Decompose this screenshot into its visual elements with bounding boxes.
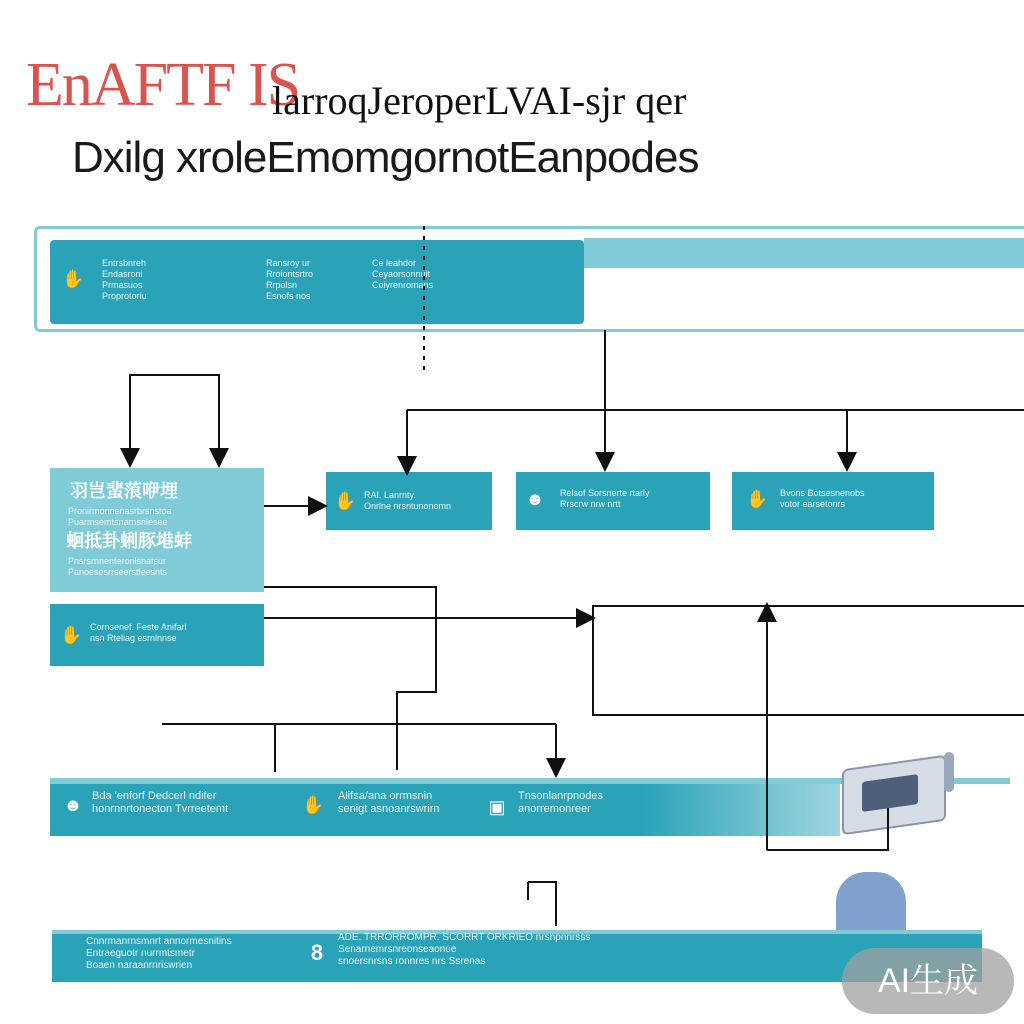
row1-box-1-text: RAI. Lanrnty. Onrlne nrsntunonomn	[364, 490, 452, 511]
ai-generated-badge: AI生成	[842, 948, 1014, 1014]
band-item-2-text: Alifsa/ana orrmsnin senigt asnoanrswrirn	[338, 790, 440, 815]
mid-box-text: Cornsenef. Feste Anifarl nsn Rteliag esrnlnnse	[90, 622, 187, 643]
left-box-line2: 蛔抵卦蜊豚塂蚌	[66, 531, 192, 551]
page-subtitle: Dxilg xroleEmomgornotEanpodes	[72, 133, 699, 182]
left-box-sub2: Pnsrsrnnenteronlsnatsur Panoesesrrseerstleesnts	[68, 556, 168, 577]
hand-icon: ✋	[60, 625, 83, 645]
person-icon: ☻	[63, 795, 83, 815]
footer-right-text: ADE. TRRORROMPR. SCORRT ORKRIEO nrsnpnnrsss Senarnemrsnreonseaonoe snoersnrsns ronnres nrs Ssrenas	[338, 932, 591, 967]
row1-box-2-text: Relsof Sorsnerte rtarly Rrscrw nrw nrtt	[560, 488, 650, 509]
person-icon: ✋	[62, 269, 85, 289]
hand-icon: ✋	[334, 491, 357, 511]
band-item-3-text: Tnsonlanrpnodes anorremonreer	[518, 790, 604, 815]
footer-left-text: Cnnrmanrnsmnrt annormesnitins Entraeguotr nurrmtsmetr Boaen naraanrnriswrien	[86, 936, 232, 971]
hand-icon: ✋	[746, 489, 769, 509]
band-item-1-text: Bda 'enforf Dedcerl ndifer honrnnrtonecton Tvrreetemt	[92, 790, 229, 815]
title-black: larroqJeroperLVAI-sjr qer	[272, 78, 687, 123]
banner-col3: Ce leahdor Ceyaorsonnuit Coiyrenromans	[372, 258, 434, 290]
title-red: EnAFTF IS	[26, 51, 300, 119]
bracket-connector	[130, 375, 219, 458]
left-box-line1: 羽岂蜚蒗咿埋	[70, 481, 178, 501]
banner-col2: Ransroy ur Rroiontsrtro Rrpolsn Esnofs nos	[266, 258, 314, 301]
package-icon: ▣	[488, 797, 506, 817]
banner-col1: Entrsbnreh Endasroni Prmasuos Proprotoriu	[102, 258, 147, 301]
hand-icon: ✋	[302, 795, 325, 815]
group-icon: ☻	[525, 489, 545, 509]
row1-box-3-text: Bvons Botsesnenobs votor earsetonrs	[780, 488, 865, 509]
left-box-sub1: Pronirmonnenasrbrsnstoa Puarmsemtsnarnsnlesee	[68, 506, 172, 527]
number-icon: 8	[310, 940, 324, 965]
